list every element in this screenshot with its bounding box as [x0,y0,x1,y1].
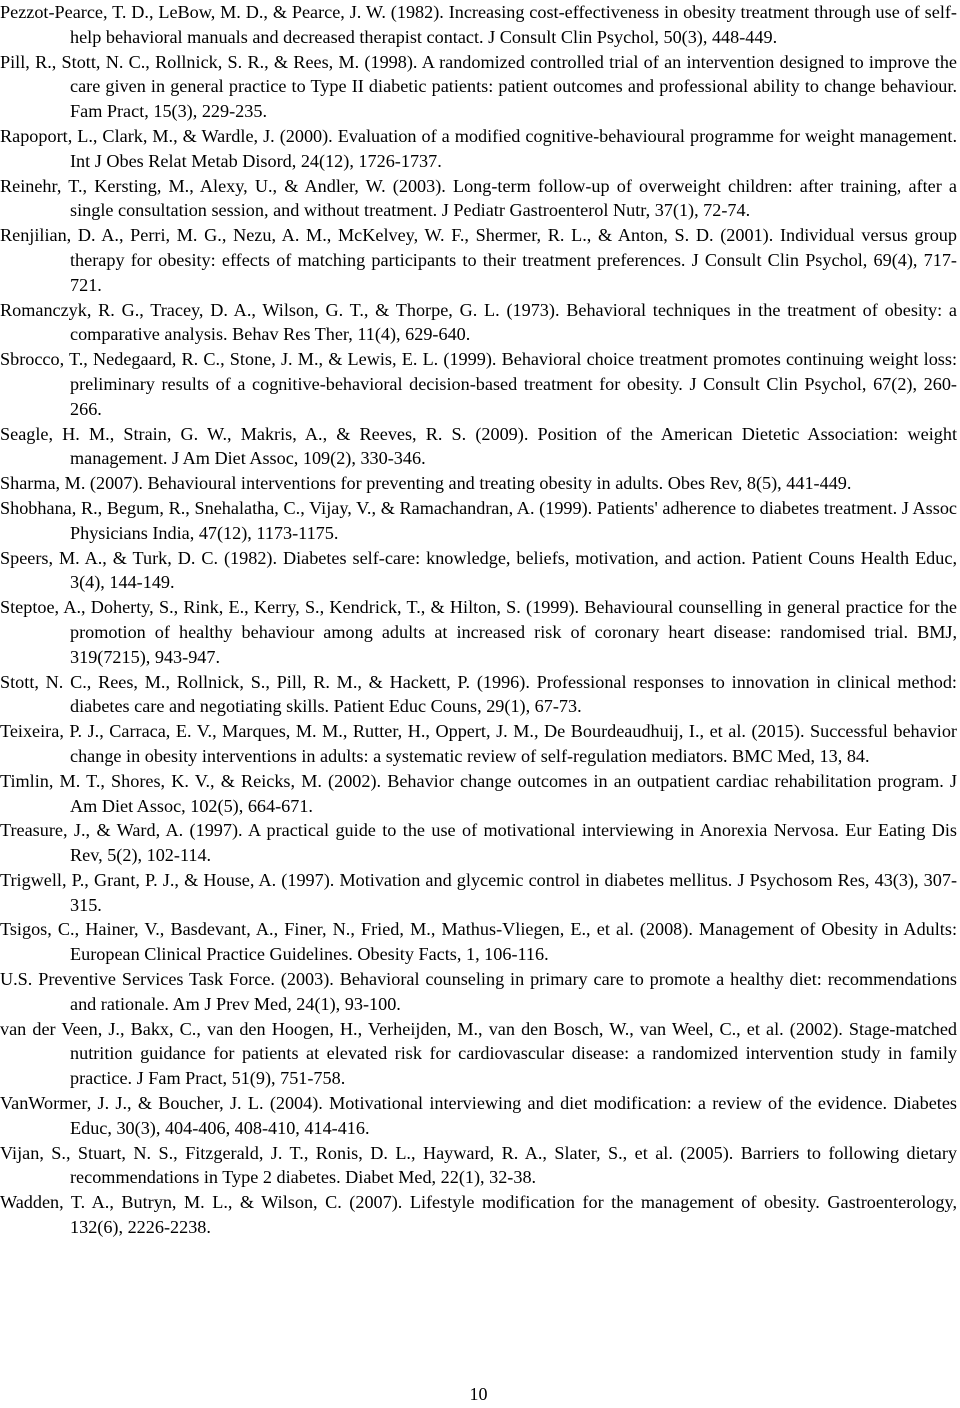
reference-entry: VanWormer, J. J., & Boucher, J. L. (2004). Motivational interviewing and diet modification: a review of the evidence. Diabetes Educ, 30(3), 404-406, 408-410, 414-416. [0,1093,957,1138]
reference-entry: Steptoe, A., Doherty, S., Rink, E., Kerry, S., Kendrick, T., & Hilton, S. (1999). Behavioural counselling in general practice for the promotion of healthy behaviour among adults at increased risk of coronary heart disease: randomised trial. BMJ, 319(7215), 943-947. [0,597,957,667]
reference-entry: Trigwell, P., Grant, P. J., & House, A. (1997). Motivation and glycemic control in diabetes mellitus. J Psychosom Res, 43(3), 307-315. [0,869,957,915]
reference-entry: Reinehr, T., Kersting, M., Alexy, U., & Andler, W. (2003). Long-term follow-up of overweight children: after training, after a single consultation session, and without treatment. J Pediatr Gastroenterol Nutr, 37(1), 72-74. [0,175,957,221]
reference-entry: Treasure, J., & Ward, A. (1997). A practical guide to the use of motivational interviewing in Anorexia Nervosa. Eur Eating Dis Rev, 5(2), 102-114. [0,820,957,866]
page-number: 10 [469,1384,488,1404]
reference-entry: Teixeira, P. J., Carraca, E. V., Marques, M. M., Rutter, H., Oppert, J. M., De Bourdeaudhuij, I., et al. (2015). Successful behavior change in obesity interventions in adults: a systematic review of self-regulation mediators. BMC Med, 13, 84. [0,721,957,766]
reference-entry: Vijan, S., Stuart, N. S., Fitzgerald, J. T., Ronis, D. L., Hayward, R. A., Slater, S., et al. (2005). Barriers to following dietary recommendations in Type 2 diabetes. Diabet Med, 22(1), 32-38. [0,1142,957,1188]
reference-entry: Pill, R., Stott, N. C., Rollnick, S. R., & Rees, M. (1998). A randomized controlled trial of an intervention designed to improve the care given in general practice to Type II diabetic patients: patient outcomes and professional ability to change behaviour. Fam Pract, 15(3), 229-235. [0,51,957,122]
reference-entry: Pezzot-Pearce, T. D., LeBow, M. D., & Pearce, J. W. (1982). Increasing cost-effectiveness in obesity treatment through use of self-help behavioral manuals and decreased therapist contact. J Consult Clin Psychol, 50(3), 448-449. [0,2,957,47]
reference-entry: Timlin, M. T., Shores, K. V., & Reicks, M. (2002). Behavior change outcomes in an outpatient cardiac rehabilitation program. J Am Diet Assoc, 102(5), 664-671. [0,770,957,816]
reference-entry: van der Veen, J., Bakx, C., van den Hoogen, H., Verheijden, M., van den Bosch, W., van Weel, C., et al. (2002). Stage-matched nutrition guidance for patients at elevated risk for cardiovascular disease: a randomized intervention study in family practice. J Fam Pract, 51(9), 751-758. [0,1018,957,1089]
reference-entry: Tsigos, C., Hainer, V., Basdevant, A., Finer, N., Fried, M., Mathus-Vliegen, E., et al. (2008). Management of Obesity in Adults: European Clinical Practice Guidelines. Obesity Facts, 1, 106-116. [0,919,957,965]
reference-entry: U.S. Preventive Services Task Force. (2003). Behavioral counseling in primary care to promote a healthy diet: recommendations and rationale. Am J Prev Med, 24(1), 93-100. [0,969,957,1014]
reference-entry: Seagle, H. M., Strain, G. W., Makris, A., & Reeves, R. S. (2009). Position of the American Dietetic Association: weight management. J Am Diet Assoc, 109(2), 330-346. [0,423,957,469]
reference-entry: Speers, M. A., & Turk, D. C. (1982). Diabetes self-care: knowledge, beliefs, motivation, and action. Patient Couns Health Educ, 3(4), 144-149. [0,547,957,593]
reference-entry: Rapoport, L., Clark, M., & Wardle, J. (2000). Evaluation of a modified cognitive-behavioural programme for weight management. Int J Obes Relat Metab Disord, 24(12), 1726-1737. [0,125,957,171]
reference-entry: Renjilian, D. A., Perri, M. G., Nezu, A. M., McKelvey, W. F., Shermer, R. L., & Anton, S. D. (2001). Individual versus group therapy for obesity: effects of matching participants to their treatment preferences. J Consult Clin Psychol, 69(4), 717-721. [0,225,957,295]
reference-entry: Shobhana, R., Begum, R., Snehalatha, C., Vijay, V., & Ramachandran, A. (1999). Patients' adherence to diabetes treatment. J Assoc Physicians India, 47(12), 1173-1175. [0,497,957,543]
reference-entry: Sbrocco, T., Nedegaard, R. C., Stone, J. M., & Lewis, E. L. (1999). Behavioral choice treatment promotes continuing weight loss: preliminary results of a cognitive-behavioral decision-based treatment for obesity. J Consult Clin Psychol, 67(2), 260-266. [0,349,957,419]
reference-entry: Stott, N. C., Rees, M., Rollnick, S., Pill, R. M., & Hackett, P. (1996). Professional responses to innovation in clinical method: diabetes care and negotiating skills. Patient Educ Couns, 29(1), 67-73. [0,671,957,717]
reference-entry: Romanczyk, R. G., Tracey, D. A., Wilson, G. T., & Thorpe, G. L. (1973). Behavioral techniques in the treatment of obesity: a comparative analysis. Behav Res Ther, 11(4), 629-640. [0,299,957,345]
reference-entry: Sharma, M. (2007). Behavioural interventions for preventing and treating obesity in adults. Obes Rev, 8(5), 441-449. [0,473,852,494]
reference-entry: Wadden, T. A., Butryn, M. L., & Wilson, C. (2007). Lifestyle modification for the management of obesity. Gastroenterology, 132(6), 2226-2238. [0,1192,957,1238]
